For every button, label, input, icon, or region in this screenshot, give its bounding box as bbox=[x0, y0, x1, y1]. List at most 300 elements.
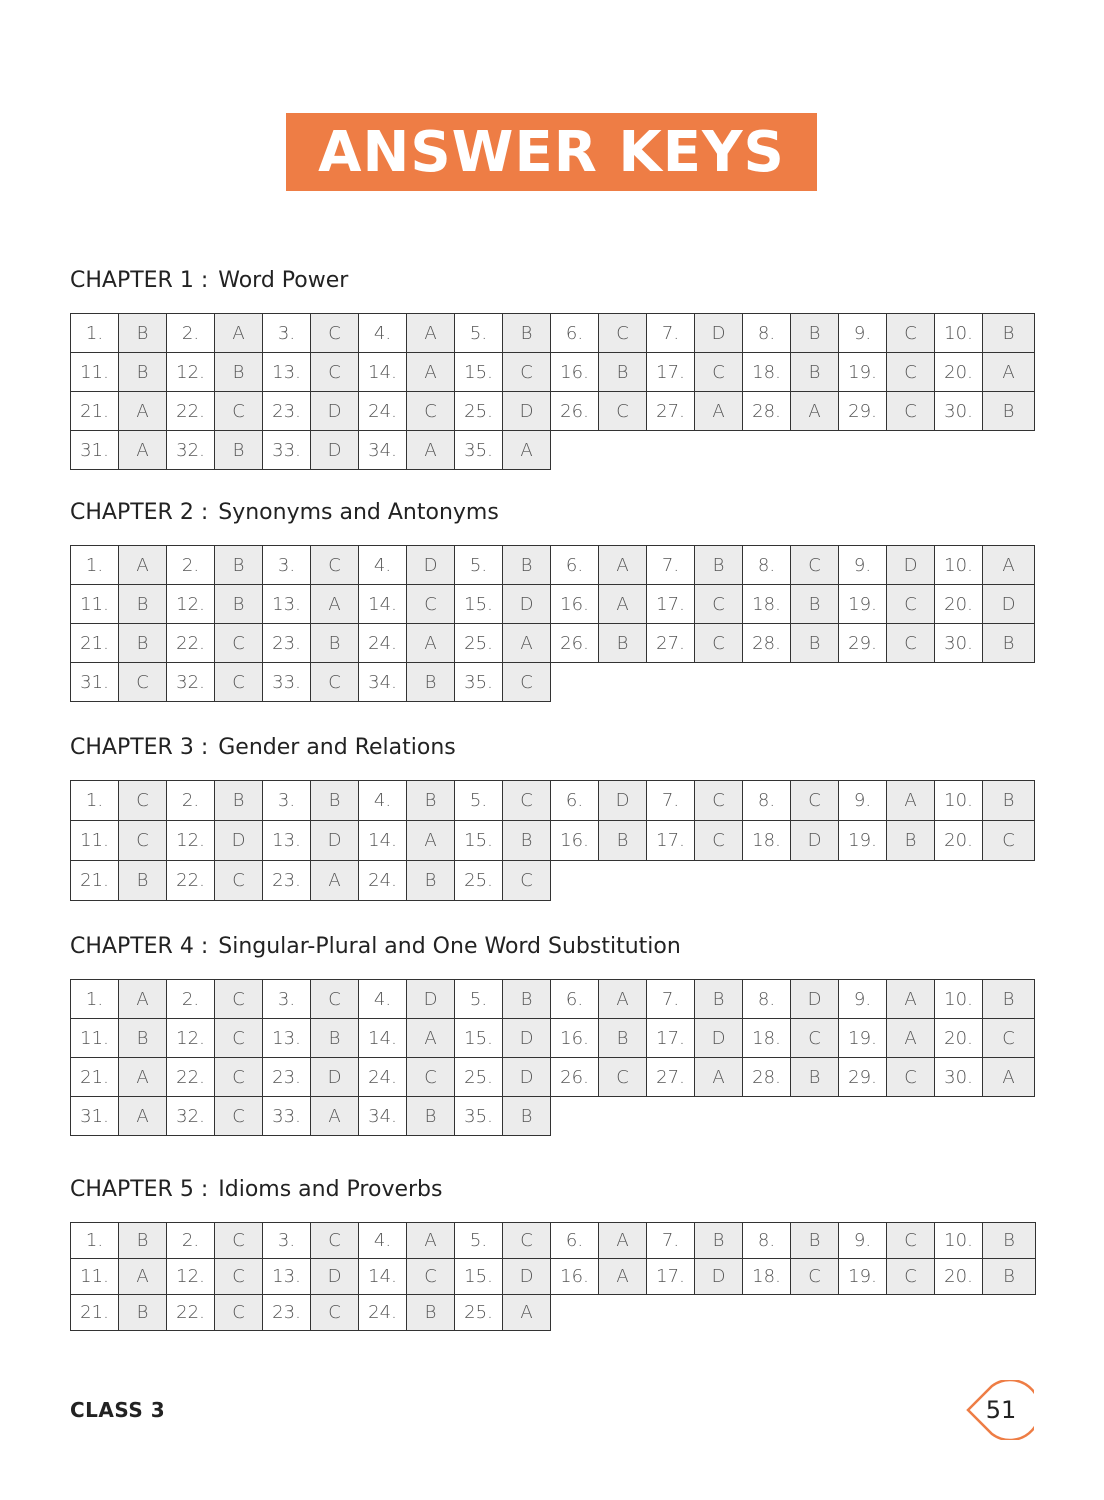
answer-cell: C bbox=[215, 663, 263, 702]
answer-cell: C bbox=[503, 663, 551, 702]
empty-cell bbox=[935, 663, 983, 702]
question-number: 16. bbox=[551, 585, 599, 624]
question-number: 23. bbox=[263, 861, 311, 901]
answer-table bbox=[70, 313, 1035, 470]
answer-cell: C bbox=[311, 353, 359, 392]
answer-cell: B bbox=[599, 624, 647, 663]
answer-cell: A bbox=[407, 1019, 455, 1058]
question-number: 22. bbox=[167, 861, 215, 901]
question-number: 4. bbox=[359, 1223, 407, 1259]
question-number: 25. bbox=[455, 1295, 503, 1331]
answer-cell: A bbox=[695, 392, 743, 431]
empty-cell bbox=[551, 1097, 599, 1136]
empty-cell bbox=[695, 1097, 743, 1136]
question-number: 1. bbox=[71, 314, 119, 353]
chapter-name: Word Power bbox=[218, 268, 349, 293]
question-number: 26. bbox=[551, 624, 599, 663]
question-number: 12. bbox=[167, 1019, 215, 1058]
empty-cell bbox=[935, 1295, 983, 1331]
chapter-section bbox=[70, 498, 1035, 702]
question-number: 25. bbox=[455, 392, 503, 431]
answer-cell: D bbox=[695, 1019, 743, 1058]
empty-cell bbox=[791, 1295, 839, 1331]
question-number: 20. bbox=[935, 353, 983, 392]
question-number: 34. bbox=[359, 663, 407, 702]
empty-cell bbox=[983, 663, 1035, 702]
answer-cell: C bbox=[311, 1295, 359, 1331]
answer-cell: A bbox=[599, 546, 647, 585]
page-number: 51 bbox=[985, 1396, 1017, 1424]
question-number: 12. bbox=[167, 821, 215, 861]
answer-cell: A bbox=[119, 1259, 167, 1295]
chapter-section bbox=[70, 932, 1035, 1136]
question-number: 32. bbox=[167, 663, 215, 702]
answer-cell: C bbox=[983, 1019, 1035, 1058]
question-number: 5. bbox=[455, 781, 503, 821]
answer-cell: C bbox=[887, 314, 935, 353]
answer-cell: C bbox=[215, 1295, 263, 1331]
answer-cell: A bbox=[407, 624, 455, 663]
empty-cell bbox=[599, 663, 647, 702]
question-number: 29. bbox=[839, 624, 887, 663]
answer-cell: A bbox=[983, 546, 1035, 585]
answer-cell: D bbox=[311, 392, 359, 431]
question-number: 15. bbox=[455, 821, 503, 861]
answer-cell: B bbox=[407, 1097, 455, 1136]
answer-row bbox=[71, 314, 1035, 353]
answer-cell: C bbox=[407, 392, 455, 431]
question-number: 26. bbox=[551, 1058, 599, 1097]
question-number: 4. bbox=[359, 781, 407, 821]
answer-cell: D bbox=[695, 314, 743, 353]
question-number: 35. bbox=[455, 663, 503, 702]
answer-cell: C bbox=[599, 392, 647, 431]
answer-cell: A bbox=[311, 585, 359, 624]
question-number: 5. bbox=[455, 546, 503, 585]
question-number: 29. bbox=[839, 392, 887, 431]
empty-cell bbox=[743, 1097, 791, 1136]
answer-cell: C bbox=[503, 861, 551, 901]
answer-cell: A bbox=[311, 1097, 359, 1136]
answer-row bbox=[71, 353, 1035, 392]
chapter-heading bbox=[70, 1175, 1036, 1205]
answer-row bbox=[71, 980, 1035, 1019]
answer-cell: D bbox=[887, 546, 935, 585]
answer-cell: B bbox=[983, 314, 1035, 353]
question-number: 31. bbox=[71, 663, 119, 702]
answer-row bbox=[71, 1259, 1036, 1295]
answer-cell: C bbox=[311, 546, 359, 585]
empty-cell bbox=[695, 663, 743, 702]
answer-cell: B bbox=[407, 1295, 455, 1331]
answer-keys-banner bbox=[286, 113, 817, 191]
answer-cell: B bbox=[791, 314, 839, 353]
answer-cell: B bbox=[503, 980, 551, 1019]
answer-cell: C bbox=[599, 314, 647, 353]
empty-cell bbox=[935, 431, 983, 470]
question-number: 5. bbox=[455, 1223, 503, 1259]
answer-cell: A bbox=[887, 980, 935, 1019]
question-number: 19. bbox=[839, 1259, 887, 1295]
question-number: 28. bbox=[743, 1058, 791, 1097]
question-number: 7. bbox=[647, 546, 695, 585]
question-number: 23. bbox=[263, 1058, 311, 1097]
question-number: 30. bbox=[935, 1058, 983, 1097]
question-number: 7. bbox=[647, 781, 695, 821]
answer-cell: B bbox=[119, 861, 167, 901]
question-number: 15. bbox=[455, 353, 503, 392]
answer-cell: B bbox=[983, 1223, 1036, 1259]
answer-cell: A bbox=[503, 1295, 551, 1331]
empty-cell bbox=[791, 663, 839, 702]
answer-cell: B bbox=[215, 781, 263, 821]
question-number: 6. bbox=[551, 980, 599, 1019]
answer-row bbox=[71, 1058, 1035, 1097]
answer-cell: B bbox=[215, 353, 263, 392]
chapter-heading bbox=[70, 733, 1035, 763]
answer-cell: B bbox=[119, 585, 167, 624]
question-number: 30. bbox=[935, 392, 983, 431]
empty-cell bbox=[839, 861, 887, 901]
answer-cell: A bbox=[791, 392, 839, 431]
question-number: 6. bbox=[551, 546, 599, 585]
question-number: 23. bbox=[263, 392, 311, 431]
question-number: 35. bbox=[455, 431, 503, 470]
question-number: 22. bbox=[167, 1058, 215, 1097]
question-number: 31. bbox=[71, 431, 119, 470]
question-number: 21. bbox=[71, 1058, 119, 1097]
answer-cell: C bbox=[215, 980, 263, 1019]
question-number: 24. bbox=[359, 624, 407, 663]
empty-cell bbox=[695, 861, 743, 901]
answer-cell: A bbox=[887, 781, 935, 821]
question-number: 16. bbox=[551, 1019, 599, 1058]
answer-cell: D bbox=[407, 546, 455, 585]
question-number: 22. bbox=[167, 1295, 215, 1331]
question-number: 9. bbox=[839, 980, 887, 1019]
answer-cell: C bbox=[215, 1019, 263, 1058]
answer-cell: B bbox=[215, 546, 263, 585]
question-number: 14. bbox=[359, 821, 407, 861]
question-number: 3. bbox=[263, 1223, 311, 1259]
answer-row bbox=[71, 821, 1035, 861]
question-number: 33. bbox=[263, 1097, 311, 1136]
answer-cell: C bbox=[407, 1058, 455, 1097]
answer-row bbox=[71, 1019, 1035, 1058]
question-number: 13. bbox=[263, 821, 311, 861]
question-number: 11. bbox=[71, 353, 119, 392]
question-number: 8. bbox=[743, 1223, 791, 1259]
page-number-badge bbox=[958, 1380, 1034, 1440]
answer-cell: C bbox=[215, 1097, 263, 1136]
question-number: 34. bbox=[359, 1097, 407, 1136]
question-number: 24. bbox=[359, 392, 407, 431]
question-number: 21. bbox=[71, 861, 119, 901]
question-number: 33. bbox=[263, 663, 311, 702]
question-number: 8. bbox=[743, 980, 791, 1019]
chapter-section bbox=[70, 266, 1035, 470]
empty-cell bbox=[983, 431, 1035, 470]
answer-cell: D bbox=[503, 1019, 551, 1058]
question-number: 13. bbox=[263, 353, 311, 392]
question-number: 11. bbox=[71, 585, 119, 624]
answer-cell: A bbox=[311, 861, 359, 901]
question-number: 20. bbox=[935, 1019, 983, 1058]
answer-cell: B bbox=[503, 314, 551, 353]
answer-cell: A bbox=[215, 314, 263, 353]
chapter-number: CHAPTER 2 : bbox=[70, 500, 209, 525]
answer-cell: C bbox=[311, 314, 359, 353]
question-number: 21. bbox=[71, 392, 119, 431]
empty-cell bbox=[935, 1097, 983, 1136]
answer-cell: B bbox=[503, 821, 551, 861]
answer-cell: C bbox=[791, 546, 839, 585]
answer-cell: C bbox=[119, 663, 167, 702]
answer-cell: C bbox=[311, 1223, 359, 1259]
answer-cell: B bbox=[695, 980, 743, 1019]
question-number: 15. bbox=[455, 1259, 503, 1295]
question-number: 17. bbox=[647, 1259, 695, 1295]
answer-cell: C bbox=[791, 1259, 839, 1295]
answer-cell: D bbox=[791, 821, 839, 861]
page-title: ANSWER KEYS bbox=[318, 119, 785, 185]
question-number: 1. bbox=[71, 781, 119, 821]
answer-cell: B bbox=[983, 392, 1035, 431]
question-number: 19. bbox=[839, 353, 887, 392]
question-number: 23. bbox=[263, 1295, 311, 1331]
question-number: 8. bbox=[743, 781, 791, 821]
question-number: 12. bbox=[167, 585, 215, 624]
question-number: 7. bbox=[647, 980, 695, 1019]
question-number: 24. bbox=[359, 1058, 407, 1097]
answer-cell: C bbox=[695, 821, 743, 861]
answer-row bbox=[71, 1097, 1035, 1136]
answer-cell: B bbox=[983, 781, 1035, 821]
question-number: 1. bbox=[71, 1223, 119, 1259]
question-number: 11. bbox=[71, 821, 119, 861]
answer-cell: A bbox=[119, 980, 167, 1019]
answer-cell: C bbox=[311, 663, 359, 702]
answer-cell: B bbox=[695, 1223, 743, 1259]
question-number: 30. bbox=[935, 624, 983, 663]
answer-table bbox=[70, 1222, 1036, 1331]
answer-table bbox=[70, 780, 1035, 901]
empty-cell bbox=[743, 663, 791, 702]
answer-cell: C bbox=[503, 781, 551, 821]
empty-cell bbox=[983, 1097, 1035, 1136]
answer-cell: A bbox=[599, 980, 647, 1019]
answer-cell: C bbox=[311, 980, 359, 1019]
answer-cell: D bbox=[407, 980, 455, 1019]
empty-cell bbox=[791, 1097, 839, 1136]
answer-cell: A bbox=[503, 431, 551, 470]
answer-cell: D bbox=[503, 1058, 551, 1097]
answer-cell: C bbox=[791, 1019, 839, 1058]
answer-cell: B bbox=[407, 663, 455, 702]
question-number: 32. bbox=[167, 431, 215, 470]
question-number: 8. bbox=[743, 546, 791, 585]
empty-cell bbox=[983, 1295, 1036, 1331]
answer-cell: D bbox=[503, 585, 551, 624]
answer-cell: B bbox=[599, 353, 647, 392]
empty-cell bbox=[599, 1097, 647, 1136]
empty-cell bbox=[887, 1295, 935, 1331]
question-number: 2. bbox=[167, 314, 215, 353]
answer-cell: B bbox=[215, 431, 263, 470]
answer-cell: D bbox=[599, 781, 647, 821]
answer-cell: C bbox=[695, 624, 743, 663]
empty-cell bbox=[887, 1097, 935, 1136]
question-number: 13. bbox=[263, 1259, 311, 1295]
question-number: 34. bbox=[359, 431, 407, 470]
answer-cell: B bbox=[791, 1223, 839, 1259]
answer-row bbox=[71, 624, 1035, 663]
question-number: 18. bbox=[743, 1019, 791, 1058]
question-number: 31. bbox=[71, 1097, 119, 1136]
question-number: 25. bbox=[455, 861, 503, 901]
chapter-number: CHAPTER 1 : bbox=[70, 268, 209, 293]
question-number: 16. bbox=[551, 821, 599, 861]
answer-cell: A bbox=[407, 1223, 455, 1259]
question-number: 7. bbox=[647, 1223, 695, 1259]
question-number: 4. bbox=[359, 980, 407, 1019]
answer-cell: B bbox=[791, 585, 839, 624]
answer-cell: B bbox=[791, 624, 839, 663]
answer-cell: B bbox=[311, 1019, 359, 1058]
answer-cell: C bbox=[695, 781, 743, 821]
question-number: 9. bbox=[839, 781, 887, 821]
question-number: 14. bbox=[359, 1019, 407, 1058]
answer-cell: B bbox=[119, 1223, 167, 1259]
answer-cell: D bbox=[983, 585, 1035, 624]
question-number: 18. bbox=[743, 821, 791, 861]
question-number: 2. bbox=[167, 980, 215, 1019]
answer-row bbox=[71, 663, 1035, 702]
question-number: 18. bbox=[743, 1259, 791, 1295]
question-number: 9. bbox=[839, 314, 887, 353]
question-number: 9. bbox=[839, 546, 887, 585]
answer-cell: D bbox=[215, 821, 263, 861]
answer-cell: C bbox=[119, 821, 167, 861]
question-number: 1. bbox=[71, 546, 119, 585]
answer-row bbox=[71, 546, 1035, 585]
answer-cell: C bbox=[503, 353, 551, 392]
answer-cell: B bbox=[215, 585, 263, 624]
question-number: 5. bbox=[455, 314, 503, 353]
question-number: 14. bbox=[359, 1259, 407, 1295]
question-number: 12. bbox=[167, 353, 215, 392]
question-number: 26. bbox=[551, 392, 599, 431]
question-number: 11. bbox=[71, 1019, 119, 1058]
question-number: 17. bbox=[647, 585, 695, 624]
answer-cell: B bbox=[119, 624, 167, 663]
answer-cell: B bbox=[503, 546, 551, 585]
chapter-name: Gender and Relations bbox=[218, 735, 456, 760]
question-number: 22. bbox=[167, 624, 215, 663]
answer-cell: A bbox=[503, 624, 551, 663]
answer-cell: C bbox=[503, 1223, 551, 1259]
answer-cell: A bbox=[407, 314, 455, 353]
answer-cell: D bbox=[503, 1259, 551, 1295]
question-number: 20. bbox=[935, 821, 983, 861]
answer-cell: D bbox=[695, 1259, 743, 1295]
answer-cell: B bbox=[983, 1259, 1036, 1295]
question-number: 2. bbox=[167, 546, 215, 585]
question-number: 8. bbox=[743, 314, 791, 353]
answer-cell: B bbox=[791, 1058, 839, 1097]
question-number: 20. bbox=[935, 1259, 983, 1295]
answer-row bbox=[71, 431, 1035, 470]
question-number: 11. bbox=[71, 1259, 119, 1295]
answer-cell: A bbox=[119, 1058, 167, 1097]
question-number: 18. bbox=[743, 353, 791, 392]
empty-cell bbox=[647, 1295, 695, 1331]
chapter-name: Singular-Plural and One Word Substitution bbox=[218, 934, 681, 959]
answer-cell: C bbox=[887, 1058, 935, 1097]
answer-cell: C bbox=[215, 1058, 263, 1097]
question-number: 3. bbox=[263, 781, 311, 821]
question-number: 24. bbox=[359, 861, 407, 901]
empty-cell bbox=[551, 663, 599, 702]
answer-row bbox=[71, 1295, 1036, 1331]
answer-cell: B bbox=[599, 1019, 647, 1058]
question-number: 13. bbox=[263, 1019, 311, 1058]
empty-cell bbox=[647, 1097, 695, 1136]
empty-cell bbox=[743, 861, 791, 901]
empty-cell bbox=[599, 1295, 647, 1331]
question-number: 25. bbox=[455, 1058, 503, 1097]
answer-cell: D bbox=[311, 1058, 359, 1097]
answer-cell: B bbox=[407, 861, 455, 901]
question-number: 21. bbox=[71, 1295, 119, 1331]
empty-cell bbox=[599, 861, 647, 901]
answer-cell: C bbox=[407, 1259, 455, 1295]
question-number: 6. bbox=[551, 314, 599, 353]
answer-cell: A bbox=[407, 353, 455, 392]
question-number: 10. bbox=[935, 314, 983, 353]
answer-cell: B bbox=[407, 781, 455, 821]
answer-cell: C bbox=[599, 1058, 647, 1097]
chapter-number: CHAPTER 5 : bbox=[70, 1177, 209, 1202]
question-number: 3. bbox=[263, 980, 311, 1019]
chapter-heading bbox=[70, 498, 1035, 528]
chapter-heading bbox=[70, 266, 1035, 296]
answer-cell: C bbox=[887, 1223, 935, 1259]
question-number: 35. bbox=[455, 1097, 503, 1136]
answer-cell: C bbox=[215, 1259, 263, 1295]
answer-cell: C bbox=[215, 392, 263, 431]
question-number: 17. bbox=[647, 353, 695, 392]
question-number: 9. bbox=[839, 1223, 887, 1259]
answer-cell: C bbox=[119, 781, 167, 821]
answer-cell: B bbox=[119, 314, 167, 353]
chapter-heading bbox=[70, 932, 1035, 962]
answer-cell: B bbox=[119, 1295, 167, 1331]
question-number: 19. bbox=[839, 1019, 887, 1058]
question-number: 10. bbox=[935, 980, 983, 1019]
answer-cell: B bbox=[311, 624, 359, 663]
empty-cell bbox=[791, 861, 839, 901]
empty-cell bbox=[743, 1295, 791, 1331]
answer-table bbox=[70, 545, 1035, 702]
empty-cell bbox=[887, 431, 935, 470]
answer-cell: C bbox=[887, 392, 935, 431]
question-number: 3. bbox=[263, 314, 311, 353]
answer-cell: C bbox=[983, 821, 1035, 861]
answer-cell: A bbox=[599, 585, 647, 624]
question-number: 23. bbox=[263, 624, 311, 663]
question-number: 28. bbox=[743, 624, 791, 663]
